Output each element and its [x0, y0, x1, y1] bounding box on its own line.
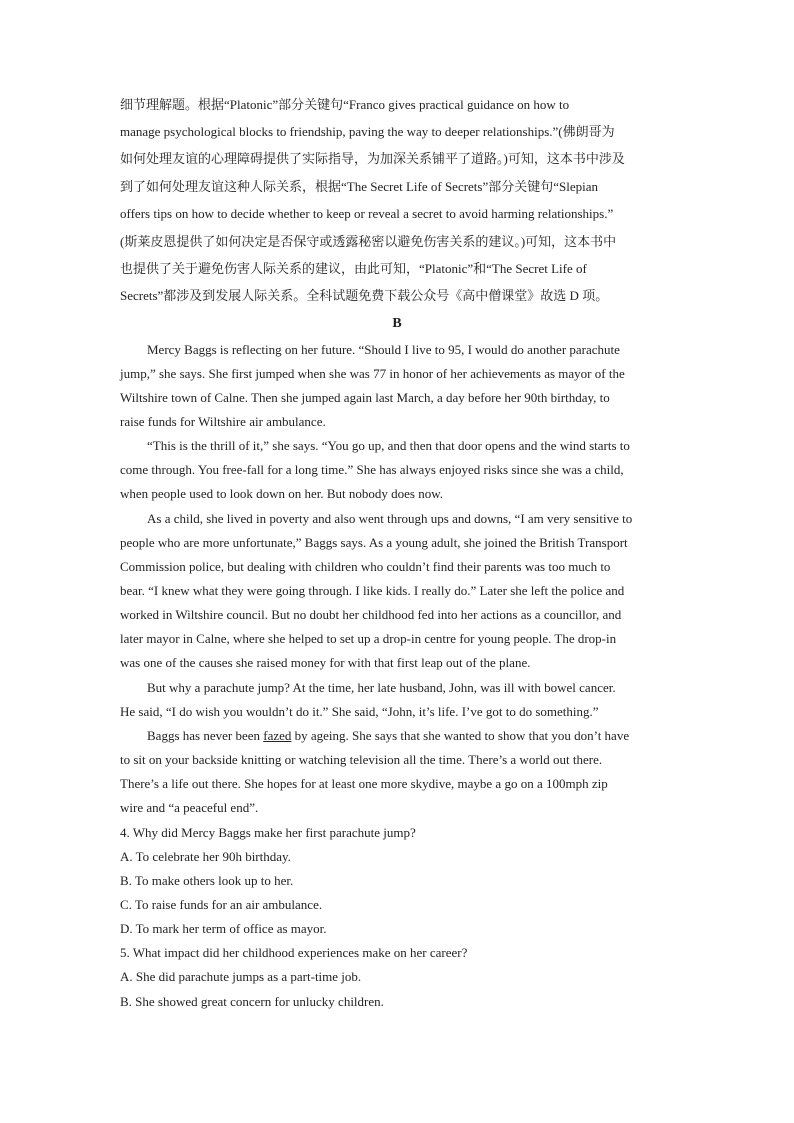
question-4-option-d: D. To mark her term of office as mayor. [120, 921, 327, 936]
passage-line: Wiltshire town of Calne. Then she jumped again last March, a day before her 90th birthday, to [120, 390, 610, 405]
question-4-option-c: C. To raise funds for an air ambulance. [120, 897, 323, 912]
passage-line: bear. “I knew what they were going through. I like kids. I really do.” Later she left the police and [120, 583, 625, 598]
passage-line: was one of the causes she raised money for with that first leap out of the plane. [120, 655, 531, 670]
explanation-line: 如何处理友谊的心理障碍提供了实际指导，为加深关系铺平了道路。)可知，这本书中涉及 [120, 151, 625, 166]
passage-text: by ageing. She says that she wanted to show that you don’t have [291, 728, 630, 743]
explanation-line: manage psychological blocks to friendship, paving the way to deeper relationships.”(佛朗哥为 [120, 124, 615, 139]
passage-line: raise funds for Wiltshire air ambulance. [120, 414, 326, 429]
explanation-line: 也提供了关于避免伤害人际关系的建议，由此可知，“Platonic”和“The Secret Life of [120, 261, 587, 276]
passage-line: jump,” she says. She first jumped when she was 77 in honor of her achievements as mayor of the [120, 366, 625, 381]
passage-line: come through. You free-fall for a long time.” She has always enjoyed risks since she was a child, [120, 462, 624, 477]
question-5-stem: 5. What impact did her childhood experiences make on her career? [120, 945, 468, 960]
passage-line: But why a parachute jump? At the time, her late husband, John, was ill with bowel cancer. [147, 680, 616, 695]
passage-text: Baggs has never been [147, 728, 264, 743]
section-heading: B [392, 316, 402, 331]
explanation-line: 细节理解题。根据“Platonic”部分关键句“Franco gives practical guidance on how to [120, 97, 570, 112]
question-5-option-a: A. She did parachute jumps as a part-time job. [120, 969, 362, 984]
passage-line: As a child, she lived in poverty and also went through ups and downs, “I am very sensitive to [147, 511, 633, 526]
passage-line: Mercy Baggs is reflecting on her future. “Should I live to 95, I would do another parachute [147, 342, 620, 357]
explanation-line: (斯莱皮恩提供了如何决定是否保守或透露秘密以避免伤害关系的建议。)可知，这本书中 [120, 234, 617, 249]
question-5-option-b: B. She showed great concern for unlucky children. [120, 994, 384, 1009]
passage-line [147, 728, 680, 744]
question-4-option-b: B. To make others look up to her. [120, 873, 294, 888]
passage-line: when people used to look down on her. But nobody does now. [120, 486, 444, 501]
passage-line: people who are more unfortunate,” Baggs says. As a young adult, she joined the British Transport [120, 535, 628, 550]
passage-line: “This is the thrill of it,” she says. “You go up, and then that door opens and the wind starts to [147, 438, 630, 453]
explanation-line: offers tips on how to decide whether to keep or reveal a secret to avoid harming relationships.” [120, 206, 614, 221]
underlined-word: fazed [263, 728, 292, 743]
question-4-option-a: A. To celebrate her 90h birthday. [120, 849, 291, 864]
passage-line: wire and “a peaceful end”. [120, 800, 259, 815]
passage-line: There’s a life out there. She hopes for at least one more skydive, maybe a go on a 100mph zip [120, 776, 608, 791]
passage-line: He said, “I do wish you wouldn’t do it.” She said, “John, it’s life. I’ve got to do something.” [120, 704, 599, 719]
passage-line: later mayor in Calne, where she helped to set up a drop-in centre for young people. The drop-in [120, 631, 617, 646]
question-4-stem: 4. Why did Mercy Baggs make her first parachute jump? [120, 825, 416, 840]
passage-line: worked in Wiltshire council. But no doubt her childhood fed into her actions as a councillor, and [120, 607, 622, 622]
explanation-line: 到了如何处理友谊这种人际关系，根据“The Secret Life of Secrets”部分关键句“Slepian [120, 179, 599, 194]
explanation-line: Secrets”都涉及到发展人际关系。全科试题免费下载公众号《高中僧课堂》故选 D 项。 [120, 288, 609, 303]
passage-line: to sit on your backside knitting or watching television all the time. There’s a world out there. [120, 752, 603, 767]
passage-line: Commission police, but dealing with children who couldn’t find their parents was too much to [120, 559, 611, 574]
